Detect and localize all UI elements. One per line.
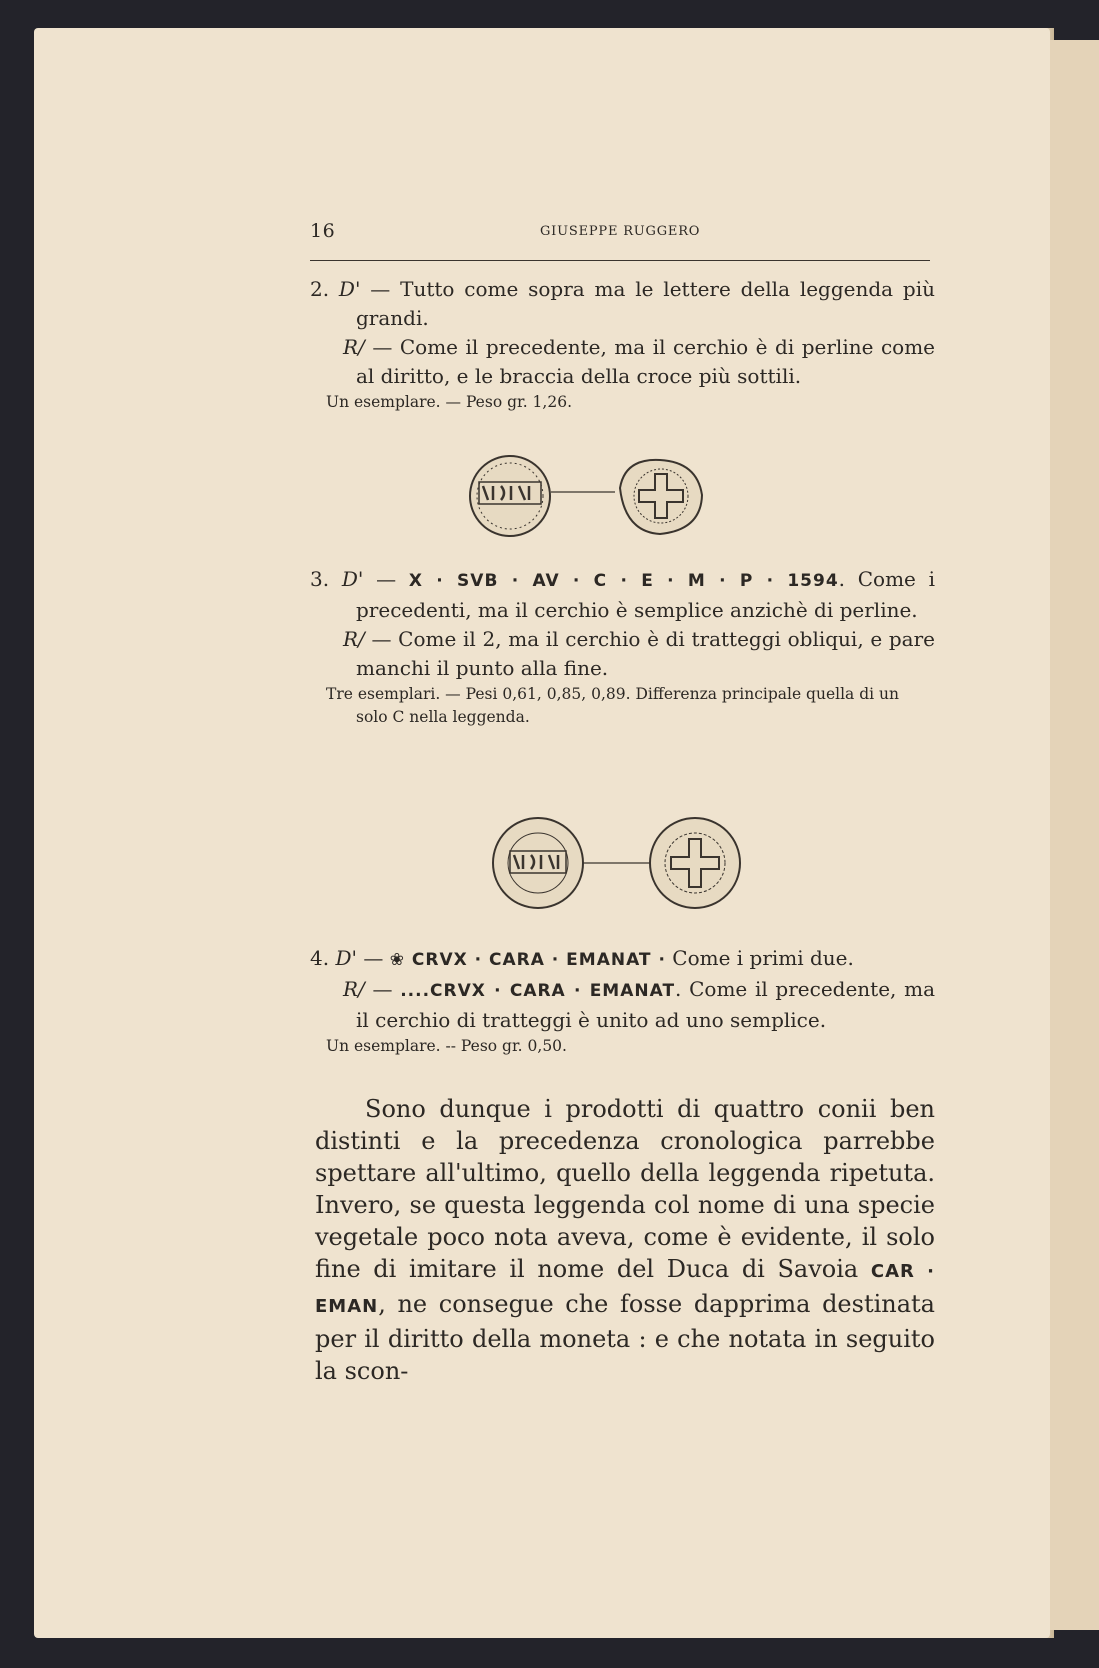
page-number: 16	[310, 220, 336, 242]
coin-illustration-1	[465, 450, 725, 550]
entry-obverse: 3. D' — X · SVB · AV · C · E · M · P · 1594. Come i precedenti, ma il cerchio è semplice anzichè di perline.	[310, 567, 936, 622]
adjacent-page-edge	[1050, 40, 1099, 1630]
obverse-mark: D'	[338, 277, 361, 301]
entry-obverse: 4. D' — ❀ CRVX · CARA · EMANAT · Come i primi due.	[310, 946, 854, 970]
entry-note: Tre esemplari. — Pesi 0,61, 0,85, 0,89. Differenza principale quella di un solo C nella leggenda.	[326, 685, 899, 726]
reverse-mark: R/	[343, 627, 365, 651]
entry-2	[310, 275, 935, 414]
obverse-mark: D'	[335, 946, 357, 970]
entry-reverse: R/ — Come il precedente, ma il cerchio è di perline come al diritto, e le braccia della croce più sottili.	[343, 335, 936, 388]
reverse-mark: R/	[343, 977, 365, 1001]
obverse-legend: ❀ CRVX · CARA · EMANAT ·	[389, 950, 666, 970]
coin-reverse	[620, 460, 702, 534]
running-title: GIUSEPPE RUGGERO	[540, 224, 701, 239]
entry-reverse: R/ — ....CRVX · CARA · EMANAT. Come il precedente, ma il cerchio di tratteggi è unito ad uno semplice.	[343, 977, 936, 1032]
entry-reverse: R/ — Come il 2, ma il cerchio è di tratteggi obliqui, e pare manchi il punto alla fine.	[343, 627, 936, 680]
entry-obverse: 2. D' — Tutto come sopra ma le lettere della leggenda più grandi.	[310, 277, 936, 330]
reverse-mark: R/	[343, 335, 365, 359]
duke-name: CAR · EMAN	[315, 1261, 935, 1317]
obverse-mark: D'	[341, 567, 364, 591]
header-rule	[310, 260, 930, 261]
entry-3	[310, 565, 935, 729]
coin-reverse	[650, 818, 740, 908]
coin-illustration-2	[490, 815, 760, 915]
coin-obverse	[493, 818, 583, 908]
entry-4	[310, 944, 935, 1058]
entry-note: Un esemplare. -- Peso gr. 0,50.	[326, 1037, 567, 1055]
reverse-legend: ....CRVX · CARA · EMANAT	[400, 981, 676, 1001]
coin-obverse	[470, 456, 550, 536]
body-paragraph: Sono dunque i prodotti di quattro conii ben distinti e la precedenza cronologica parrebbe spettare all'ultimo, quello della leggenda ripetuta. Invero, se questa leggenda col nome di una specie vegetale poco nota aveva, come è evidente, il solo fine di imitare il nome del Duca di Savoia CAR · EMAN, ne consegue che fosse dapprima destinata per il diritto della moneta : e che notata in seguito la scon-	[315, 1095, 935, 1385]
entry-note: Un esemplare. — Peso gr. 1,26.	[326, 393, 572, 411]
obverse-legend: X · SVB · AV · C · E · M · P · 1594	[408, 571, 839, 591]
